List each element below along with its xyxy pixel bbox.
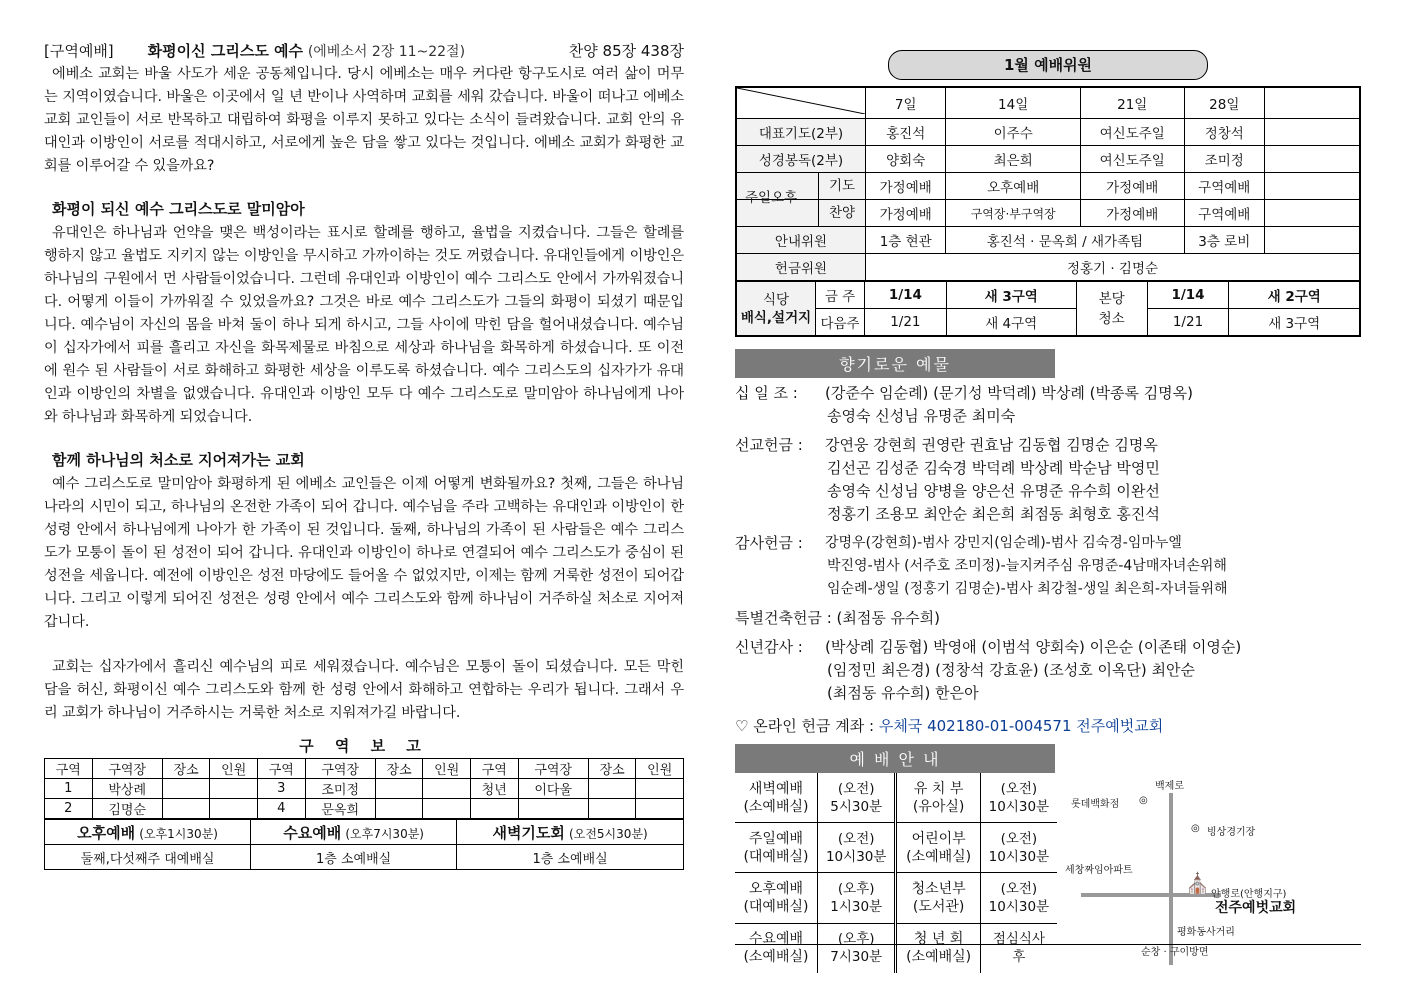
table-row bbox=[736, 200, 1360, 227]
service-name: 유 치 부 bbox=[913, 780, 964, 797]
newyear-block bbox=[735, 636, 1361, 705]
report-header: 구역장 bbox=[92, 759, 162, 779]
service-time: 7시30분 bbox=[830, 949, 883, 966]
service-name: 오후예배 bbox=[77, 823, 136, 842]
report-header: 장소 bbox=[588, 759, 636, 779]
report-cell: 2 bbox=[45, 799, 93, 819]
clean-label bbox=[1076, 281, 1147, 336]
thanks-block bbox=[735, 532, 1361, 601]
bottom-divider bbox=[735, 944, 1361, 945]
map-label-church: 전주예벗교회 bbox=[1215, 900, 1297, 916]
guide-right-name bbox=[896, 773, 980, 823]
report-cell bbox=[588, 779, 636, 799]
report-header: 장소 bbox=[162, 759, 210, 779]
cell: 1층 현관 bbox=[866, 227, 946, 254]
table-row bbox=[736, 254, 1360, 282]
empty-cell bbox=[1265, 200, 1361, 227]
report-header-row bbox=[45, 759, 684, 779]
service-time: 10시30분 bbox=[825, 848, 887, 865]
kitchen-table bbox=[735, 280, 1361, 337]
cell: 여신도주일 bbox=[1080, 146, 1184, 173]
cell: 새 3구역 bbox=[1229, 309, 1360, 337]
guide-right-time bbox=[980, 923, 1057, 973]
report-title: 구 역 보 고 bbox=[299, 737, 429, 755]
service-ampm: (오전) bbox=[1000, 830, 1038, 847]
map-label-apartment: 세창짜임아파트 bbox=[1065, 865, 1133, 876]
service-name: 주일예배 bbox=[748, 830, 804, 847]
services-table bbox=[44, 819, 684, 870]
mission-block bbox=[735, 434, 1361, 526]
cell: 홍진석 bbox=[866, 119, 946, 146]
clean-label-1: 본당 bbox=[1098, 290, 1125, 307]
diagonal-corner-cell bbox=[736, 87, 866, 119]
church-icon: ⛪ bbox=[1185, 871, 1210, 895]
service-time: (오후7시30분) bbox=[345, 826, 424, 841]
service-ampm: (오전) bbox=[1000, 881, 1038, 898]
guide-right-name bbox=[896, 823, 980, 873]
cell: 가정예배 bbox=[866, 200, 946, 227]
report-cell bbox=[518, 799, 588, 819]
cell: 1/21 bbox=[1147, 309, 1229, 337]
online-label: 온라인 헌금 계좌 bbox=[753, 717, 865, 735]
offering-line: 김선곤 김성준 김숙경 박덕례 박상례 박순남 박영민 bbox=[827, 459, 1160, 477]
offering-label: 선교헌금 : bbox=[735, 436, 803, 454]
cell: 1/14 bbox=[865, 281, 947, 309]
cell: 구역장·부구역장 bbox=[946, 200, 1081, 227]
report-cell bbox=[423, 799, 471, 819]
guide-left-name bbox=[735, 923, 817, 973]
guide-left-time bbox=[817, 923, 896, 973]
report-cell bbox=[470, 799, 518, 819]
service-place: 1층 소예배실 bbox=[457, 845, 684, 870]
cell: 새 4구역 bbox=[946, 309, 1076, 337]
offering-line: (강준수 임순례) (문기성 박덕례) 박상례 (박종록 김명옥) bbox=[825, 384, 1194, 402]
map-road-vertical bbox=[1169, 793, 1173, 965]
offering-label: 신년감사 : bbox=[735, 638, 803, 656]
service-ampm: (오후) bbox=[837, 931, 875, 948]
table-row bbox=[45, 779, 684, 799]
table-row bbox=[45, 799, 684, 819]
report-cell bbox=[162, 779, 210, 799]
service-name: 오후예배 bbox=[748, 881, 804, 898]
sermon-intro: 에베소 교회는 바울 사도가 세운 공동체입니다. 당시 에베소는 매우 커다란 항구도시로 여러 삶이 머무는 지역이였습니다. 바울은 이곳에서 일 년 반이나 사역하며 교회를 세워 갔습니다. 바울이 떠나고 에베소 교회 교인들이 서로 반목하고 대립하여 화평을 이루지 못하고 있다는 소식이 들려왔습니다. 교회 안의 유대인과 이방인이 서로를 적대시하고, 서로에게 높은 담을 쌓고 있다는 것입니다. 에베소 교회가 화평한 교회를 이루어갈 수 있을까요? bbox=[44, 66, 684, 174]
report-header: 구역 bbox=[45, 759, 93, 779]
offering-line: (박상례 김동협) 박영애 (이범석 양회숙) 이은순 (이존태 이영순) bbox=[825, 638, 1242, 656]
kitchen-label-1: 식당 bbox=[762, 291, 790, 308]
cell: 여신도주일 bbox=[1080, 119, 1184, 146]
service-place: (도서관) bbox=[912, 899, 965, 916]
date-header: 14일 bbox=[946, 87, 1081, 119]
empty-cell bbox=[1265, 119, 1361, 146]
report-cell: 4 bbox=[257, 799, 305, 819]
service-time: 10시30분 bbox=[988, 848, 1050, 865]
row-label: 안내위원 bbox=[736, 227, 866, 254]
report-cell: 1 bbox=[45, 779, 93, 799]
table-row bbox=[735, 773, 1057, 823]
cell: 정창석 bbox=[1184, 119, 1264, 146]
report-header: 인원 bbox=[636, 759, 684, 779]
offering-label: 특별건축헌금 : bbox=[735, 609, 832, 627]
sermon-header bbox=[44, 40, 684, 63]
date-header: 21일 bbox=[1080, 87, 1184, 119]
sermon-hymn: 찬양 85장 438장 bbox=[568, 42, 684, 60]
building-block bbox=[735, 607, 1361, 630]
service-place: (대예배실) bbox=[743, 848, 809, 865]
guide-right-name bbox=[896, 873, 980, 923]
map-label-pyeonghwa: 평화동사거리 bbox=[1177, 927, 1235, 938]
offering-line: 박진영-범사 (서주호 조미정)-늘지켜주심 유명준-4남매자녀손위해 bbox=[827, 558, 1227, 574]
table-row bbox=[736, 173, 1360, 200]
cell: 새 3구역 bbox=[946, 281, 1076, 309]
empty-cell bbox=[1265, 87, 1361, 119]
map-label-ice-rink: 빙상경기장 bbox=[1207, 827, 1256, 838]
offering-line: 정홍기 조용모 최안순 최은희 최점동 최형호 홍진석 bbox=[827, 505, 1160, 523]
online-account: 우체국 402180-01-004571 전주예벗교회 bbox=[878, 717, 1164, 735]
cell: 조미정 bbox=[1184, 146, 1264, 173]
report-cell bbox=[375, 779, 423, 799]
offerings-list bbox=[735, 382, 1361, 705]
service-name: 새벽예배 bbox=[748, 780, 804, 797]
guide-left-name bbox=[735, 873, 817, 923]
offerings-title: 향기로운 예물 bbox=[735, 349, 1055, 378]
info-column bbox=[735, 50, 1361, 973]
worship-committee-table bbox=[735, 86, 1361, 282]
online-offering bbox=[735, 715, 1361, 736]
service-time: 10시30분 bbox=[988, 798, 1050, 815]
cell: 가정예배 bbox=[1080, 200, 1184, 227]
service-place: (소예배실) bbox=[743, 949, 809, 966]
table-row bbox=[736, 119, 1360, 146]
guide-left-time bbox=[817, 773, 896, 823]
sunday-afternoon-label-cell-2 bbox=[736, 190, 866, 227]
worship-committee-title: 1월 예배위원 bbox=[888, 50, 1208, 80]
heart-icon: ♡ bbox=[735, 717, 749, 735]
cell: 새 2구역 bbox=[1229, 281, 1360, 309]
offering-line: 송영숙 신성님 양병을 양은선 유명준 유수희 이완선 bbox=[827, 482, 1160, 500]
service-ampm: 점심식사 bbox=[992, 931, 1045, 948]
report-header: 인원 bbox=[210, 759, 258, 779]
cell: 홍진석 · 문옥희 / 새가족팀 bbox=[946, 227, 1184, 254]
offering-label: 감사헌금 : bbox=[735, 534, 803, 552]
service-ampm: (오전) bbox=[1000, 780, 1038, 797]
report-cell bbox=[210, 799, 258, 819]
location-map bbox=[1061, 773, 1361, 973]
map-marker-icon: ◎ bbox=[1139, 795, 1148, 806]
cell: 양회숙 bbox=[866, 146, 946, 173]
sermon-scripture: (에베소서 2장 11~22절) bbox=[307, 44, 466, 60]
service-place: (유아실) bbox=[912, 798, 965, 815]
report-cell: 박상례 bbox=[92, 779, 162, 799]
report-header: 구역 bbox=[257, 759, 305, 779]
guide-right-time bbox=[980, 873, 1057, 923]
table-row bbox=[735, 823, 1057, 873]
cell: 이주수 bbox=[946, 119, 1081, 146]
report-cell bbox=[636, 799, 684, 819]
map-marker-icon: ◎ bbox=[1191, 823, 1200, 834]
cell: 최은희 bbox=[946, 146, 1081, 173]
service-name: 수요예배 bbox=[748, 931, 804, 948]
sermon-title-line bbox=[148, 40, 569, 63]
report-cell bbox=[210, 779, 258, 799]
report-cell: 이다울 bbox=[518, 779, 588, 799]
service-name: 어린이부 bbox=[911, 830, 966, 847]
report-cell bbox=[588, 799, 636, 819]
guide-left-time bbox=[817, 823, 896, 873]
service-place: (소예배실) bbox=[743, 798, 809, 815]
sermon-section2-text: 예수 그리스도로 말미암아 화평하게 된 에베소 교인들은 이제 어떻게 변화될까요? 첫째, 그들은 하나님 나라의 시민이 되고, 하나님의 온전한 가족이 되어 갑니다. 예수님을 주라 고백하는 유대인과 이방인이 한 성령 안에서 하나님에게 나아가 한 가족이 된 것입니다. 둘째, 하나님의 가족이 된 사람들은 예수 그리스도가 모퉁이 돌이 된 성전이 되어 갑니다. 유대인과 이방인이 하나로 연결되어 예수 그리스도가 중심이 된 성전을 세웁니다. 예전에 이방인은 성전 마당에도 들어올 수 없었지만, 이제는 함께 거룩한 성전이 되어갑니다. 그리고 이렇게 되어진 성전은 성령 안에서 예수 그리스도와 함께 하나님이 거주하실 처소로 지어져 갑니다. bbox=[44, 476, 684, 630]
cell: 1/21 bbox=[865, 309, 947, 337]
guide-table bbox=[735, 773, 1057, 973]
report-cell: 3 bbox=[257, 779, 305, 799]
cell: 오후예배 bbox=[946, 173, 1081, 200]
row-label: 대표기도(2부) bbox=[736, 119, 866, 146]
report-cell bbox=[375, 799, 423, 819]
prayer-sublabel: 기도 bbox=[818, 173, 865, 199]
sermon-section1-title: 화평이 되신 예수 그리스도로 말미암아 bbox=[52, 200, 305, 218]
report-cell: 김명순 bbox=[92, 799, 162, 819]
empty-cell bbox=[1265, 173, 1361, 200]
diagonal-line-icon bbox=[737, 88, 865, 114]
offering-line: (최점동 유수희) 한은아 bbox=[827, 684, 979, 702]
kitchen-label-2: 배식,설거지 bbox=[740, 309, 812, 326]
empty-cell bbox=[1265, 227, 1361, 254]
cell: 가정예배 bbox=[1080, 173, 1184, 200]
guide-left-name bbox=[735, 773, 817, 823]
date-header: 28일 bbox=[1184, 87, 1264, 119]
map-label-sunchang: 순창 · 구이방면 bbox=[1141, 947, 1209, 958]
service-place: 둘째,다섯째주 대예배실 bbox=[45, 845, 251, 870]
report-cell bbox=[162, 799, 210, 819]
cell: 구역예배 bbox=[1184, 200, 1264, 227]
afternoon-service-cell bbox=[45, 820, 251, 845]
sunday-afternoon-label: 주일오후 bbox=[745, 190, 798, 206]
map-label-anhaeng: 안행로(안행지구) bbox=[1211, 889, 1287, 900]
online-sep: : bbox=[868, 717, 875, 735]
date-header: 7일 bbox=[866, 87, 946, 119]
report-header: 구역 bbox=[470, 759, 518, 779]
service-place: (소예배실) bbox=[906, 848, 972, 865]
service-place: (소예배실) bbox=[906, 949, 972, 966]
offering-label: 십 일 조 : bbox=[735, 384, 798, 402]
service-time: (오후1시30분) bbox=[139, 826, 218, 841]
service-time: 5시30분 bbox=[830, 798, 883, 815]
sermon-tag: [구역예배] bbox=[44, 42, 114, 60]
report-header: 인원 bbox=[423, 759, 471, 779]
wednesday-service-cell bbox=[251, 820, 457, 845]
service-name: 청 년 회 bbox=[913, 931, 964, 948]
guide-right-time bbox=[980, 823, 1057, 873]
service-ampm: (오전) bbox=[837, 780, 875, 797]
report-header: 장소 bbox=[375, 759, 423, 779]
report-cell: 조미정 bbox=[305, 779, 375, 799]
guide-left-time bbox=[817, 873, 896, 923]
cell: 정홍기 · 김명순 bbox=[866, 254, 1361, 282]
sermon-section2-title: 함께 하나님의 처소로 지어져가는 교회 bbox=[52, 451, 305, 469]
tithe-block bbox=[735, 382, 1361, 428]
map-label-lotte: 롯데백화점 bbox=[1071, 799, 1120, 810]
report-table bbox=[44, 758, 684, 819]
offering-line: (최점동 유수희) bbox=[836, 609, 940, 627]
service-time: (오전5시30분) bbox=[569, 826, 648, 841]
table-row bbox=[735, 923, 1057, 973]
guide-section bbox=[735, 773, 1361, 973]
offering-line: 송영숙 신성님 유명준 최미숙 bbox=[827, 407, 1016, 425]
table-row bbox=[736, 146, 1360, 173]
report-cell: 문옥희 bbox=[305, 799, 375, 819]
dawn-service-cell bbox=[457, 820, 684, 845]
guide-title: 예 배 안 내 bbox=[735, 744, 1055, 773]
service-place: 1층 소예배실 bbox=[251, 845, 457, 870]
report-cell bbox=[636, 779, 684, 799]
report-header: 구역장 bbox=[305, 759, 375, 779]
service-ampm: (오후) bbox=[837, 881, 875, 898]
sermon-section1-text: 유대인은 하나님과 언약을 맺은 백성이라는 표시로 할례를 행하고, 율법을 지켰습니다. 그들은 할례를 행하지 않고 율법도 지키지 않는 이방인을 무시하고 가까이하는 것도 꺼렸습니다. 유대인들에게 이방인은 하나님의 구원에서 먼 사람들이었습니다. 그런데 유대인과 이방인이 예수 그리스도 안에서 가까워졌습니다. 어떻게 이들이 가까워질 수 있었을까요? 그것은 바로 예수 그리스도가 그들의 화평이 되셨기 때문입니다. 예수님이 자신의 몸을 바쳐 둘이 하나 되게 하시고, 그들 사이에 막힌 담을 헐어내셨습니다. 예수님이 십자가에서 피를 흘리고 자신을 화목제물로 바침으로 세상과 하나님을 화목하게 하셨습니다. 또 이전에 원수 된 사람들이 서로 화해하고 화평한 세상을 이루도록 하셨습니다. 예수 그리스도의 십자가가 유대인과 이방인의 차별을 없앴습니다. 유대인과 이방인 모두 다 예수 그리스도로 말미암아 하나님에게 나아와 하나님과 화목하게 되었습니다. bbox=[44, 225, 684, 425]
service-name: 청소년부 bbox=[911, 881, 966, 898]
cell: 구역예배 bbox=[1184, 173, 1264, 200]
kitchen-label bbox=[736, 281, 816, 336]
service-time: 1시30분 bbox=[830, 899, 883, 916]
row-label: 헌금위원 bbox=[736, 254, 866, 282]
service-ampm: (오전) bbox=[837, 830, 875, 847]
guide-right-time bbox=[980, 773, 1057, 823]
row-label: 성경봉독(2부) bbox=[736, 146, 866, 173]
map-label-baekje: 백제로 bbox=[1155, 781, 1184, 792]
offering-line: 강명우(강현희)-범사 강민지(임순례)-범사 김숙경-임마누엘 bbox=[825, 535, 1182, 551]
empty-cell bbox=[1265, 146, 1361, 173]
report-header: 구역장 bbox=[518, 759, 588, 779]
clean-label-2: 청소 bbox=[1098, 310, 1125, 327]
cell: 가정예배 bbox=[866, 173, 946, 200]
sermon-column bbox=[44, 40, 684, 870]
cell: 3층 로비 bbox=[1184, 227, 1264, 254]
offering-line: (임정민 최은경) (정창석 강효윤) (조성호 이옥단) 최안순 bbox=[827, 661, 1196, 679]
service-name: 수요예배 bbox=[283, 823, 342, 842]
guide-right-name bbox=[896, 923, 980, 973]
service-place: (대예배실) bbox=[743, 899, 809, 916]
report-cell: 청년 bbox=[470, 779, 518, 799]
sermon-closing: 교회는 십자가에서 흘리신 예수님의 피로 세워졌습니다. 예수님은 모퉁이 돌이 되셨습니다. 모든 막힌 담을 허신, 화평이신 예수 그리스도와 함께 한 성령 안에서 화해하고 연합하는 우리가 됩니다. 그래서 우리 교회가 하나님이 거주하시는 거룩한 처소로 지워져가길 바랍니다. bbox=[44, 659, 684, 721]
this-week-label: 금 주 bbox=[816, 281, 865, 309]
offering-line: 임순례-생일 (정홍기 김명순)-범사 최강철-생일 최은희-자녀들위해 bbox=[827, 581, 1228, 597]
table-row bbox=[735, 873, 1057, 923]
report-cell bbox=[423, 779, 471, 799]
sermon-title: 화평이신 그리스도 예수 bbox=[147, 42, 304, 60]
praise-sublabel: 찬양 bbox=[818, 200, 865, 226]
service-time: 후 bbox=[1012, 949, 1026, 966]
cell: 1/14 bbox=[1147, 281, 1229, 309]
next-week-label: 다음주 bbox=[816, 309, 865, 337]
service-time: 10시30분 bbox=[988, 899, 1050, 916]
guide-left-name bbox=[735, 823, 817, 873]
service-name: 새벽기도회 bbox=[492, 823, 565, 842]
offering-line: 강연웅 강현희 권영란 권효남 김동협 김명순 김명옥 bbox=[825, 436, 1158, 454]
table-row bbox=[736, 227, 1360, 254]
